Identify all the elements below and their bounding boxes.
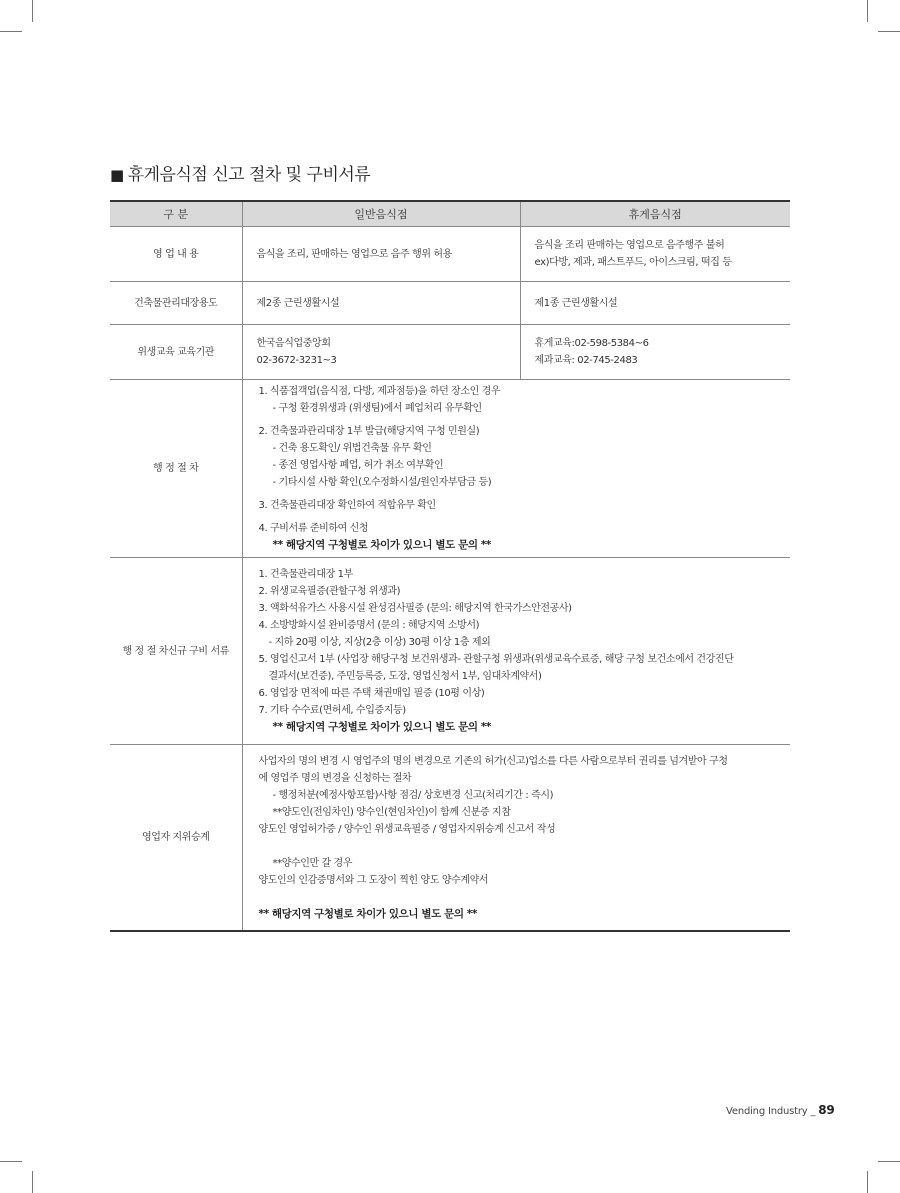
table-row xyxy=(110,227,790,282)
list-item: 5. 영업신고서 1부 (사업장 해당구청 보건위생과- 관할구청 위생과(위생교육수료증, 해당 구청 보건소에서 건강진단 xyxy=(258,654,734,665)
list-subitem: 결과서(보건증), 주민등록증, 도장, 영업신청서 1부, 임대차계약서) xyxy=(268,671,542,682)
page-footer xyxy=(726,1103,835,1117)
list-item: 4. 구비서류 준비하여 신청 xyxy=(258,523,369,534)
row-label: 건축물관리대장용도 xyxy=(110,282,242,325)
list-subitem: - 지하 20평 이상, 지상(2층 이상) 30평 이상 1층 제외 xyxy=(268,637,491,648)
cell-line: 한국음식업중앙회 xyxy=(256,338,331,349)
cell-general: 음식을 조리, 판매하는 영업으로 음주 행위 허용 xyxy=(242,227,520,282)
cell-line: 휴게교육:02-598-5384~6 xyxy=(534,338,649,349)
cell-rest xyxy=(520,227,790,282)
notice-text: ** 해당지역 구청별로 차이가 있으니 별도 문의 ** xyxy=(272,721,492,733)
table-row xyxy=(110,282,790,325)
table-row xyxy=(110,745,790,932)
row-label: 위생교육 교육기관 xyxy=(110,325,242,380)
cell-rest: 제1종 근린생활시설 xyxy=(520,282,790,325)
cell-general xyxy=(242,325,520,380)
row-label: 행 정 절 차 xyxy=(110,380,242,558)
row-label: 영업자 지위승계 xyxy=(110,745,242,932)
page-number: 89 xyxy=(818,1103,835,1117)
crop-mark xyxy=(867,0,868,22)
list-item: 1. 건축물관리대장 1부 xyxy=(258,569,353,580)
row-label: 행 정 절 차신규 구비 서류 xyxy=(110,558,242,745)
header-category: 구 분 xyxy=(110,201,242,227)
page-title-text: 휴게음식점 신고 절차 및 구비서류 xyxy=(127,165,371,185)
list-item: 2. 위생교육필증(관할구청 위생과) xyxy=(258,586,401,597)
crop-mark xyxy=(867,1171,868,1193)
list-subitem: - 기타시설 사항 확인(오수정화시설/원인자부담금 등) xyxy=(272,477,492,488)
crop-mark xyxy=(32,0,33,22)
list-item: 4. 소방방화시설 완비증명서 (문의 : 해당지역 소방서) xyxy=(258,620,480,631)
cell-rest xyxy=(520,325,790,380)
paragraph-line: 에 영업주 명의 변경을 신청하는 절차 xyxy=(258,772,412,784)
crop-mark xyxy=(878,1161,900,1162)
paragraph-line: 사업자의 명의 변경 시 영업주의 명의 변경으로 기존의 허가(신고)업소를 다른 사람으로부터 권리를 넘겨받아 구청 xyxy=(258,755,728,767)
list-subitem: **양수인만 갈 경우 xyxy=(272,857,353,869)
page-title xyxy=(110,160,370,185)
table-row xyxy=(110,558,790,745)
square-bullet-icon: ■ xyxy=(110,166,124,184)
cell-procedure xyxy=(242,380,790,558)
paragraph-line: 양도인 영업허가증 / 양수인 위생교육필증 / 영업자지위승계 신고서 작성 xyxy=(258,823,556,835)
cell-line: 02-3672-3231~3 xyxy=(256,355,337,366)
list-subitem: - 종전 영업사항 폐업, 허가 취소 여부확인 xyxy=(272,460,444,471)
procedure-table xyxy=(110,200,790,932)
notice-text: ** 해당지역 구청별로 차이가 있으니 별도 문의 ** xyxy=(272,539,492,551)
list-subitem: **양도인(전임차인) 양수인(현임차인)이 함께 신분증 지참 xyxy=(272,806,511,818)
cell-documents xyxy=(242,558,790,745)
list-item: 3. 액화석유가스 사용시설 완성검사필증 (문의: 해당지역 한국가스안전공사) xyxy=(258,603,572,614)
cell-line: ex)다방, 제과, 패스트푸드, 아이스크림, 떡집 등 xyxy=(534,257,732,268)
publication-name: Vending Industry _ xyxy=(726,1106,816,1117)
cell-succession xyxy=(242,745,790,932)
list-item: 2. 건축물과관리대장 1부 발급(해당지역 구청 민원실) xyxy=(258,426,480,437)
paragraph-line: 양도인의 인감증명서와 그 도장이 찍힌 양도 양수계약서 xyxy=(258,874,489,886)
list-item: 7. 기타 수수료(면허세, 수입증지등) xyxy=(258,705,406,716)
list-item: 6. 영업장 면적에 따른 주택 채권매입 필증 (10평 이상) xyxy=(258,688,485,699)
table-header-row xyxy=(110,201,790,227)
list-item: 3. 건축물관리대장 확인하여 적합유무 확인 xyxy=(258,500,436,511)
table-row xyxy=(110,325,790,380)
crop-mark xyxy=(0,1161,22,1162)
cell-general: 제2종 근린생활시설 xyxy=(242,282,520,325)
crop-mark xyxy=(32,1171,33,1193)
row-label: 영 업 내 용 xyxy=(110,227,242,282)
list-subitem: - 구청 환경위생과 (위생팀)에서 폐업처리 유무확인 xyxy=(272,403,482,414)
table-row xyxy=(110,380,790,558)
notice-text: ** 해당지역 구청별로 차이가 있으니 별도 문의 ** xyxy=(258,907,478,920)
crop-mark xyxy=(0,31,22,32)
list-subitem: - 행정처분(예정사항포함)사항 점검/ 상호변경 신고(처리기간 : 즉시) xyxy=(272,789,554,801)
list-subitem: - 건축 용도확인/ 위법건축물 유무 확인 xyxy=(272,443,432,454)
cell-line: 음식을 조리 판매하는 영업으로 음주행주 불허 xyxy=(534,240,725,251)
header-general-restaurant: 일반음식점 xyxy=(242,201,520,227)
header-rest-restaurant: 휴게음식점 xyxy=(520,201,790,227)
crop-mark xyxy=(878,31,900,32)
list-item: 1. 식품접객업(음식점, 다방, 제과점등)을 하던 장소인 경우 xyxy=(258,386,501,397)
cell-line: 제과교육: 02-745-2483 xyxy=(534,355,638,366)
